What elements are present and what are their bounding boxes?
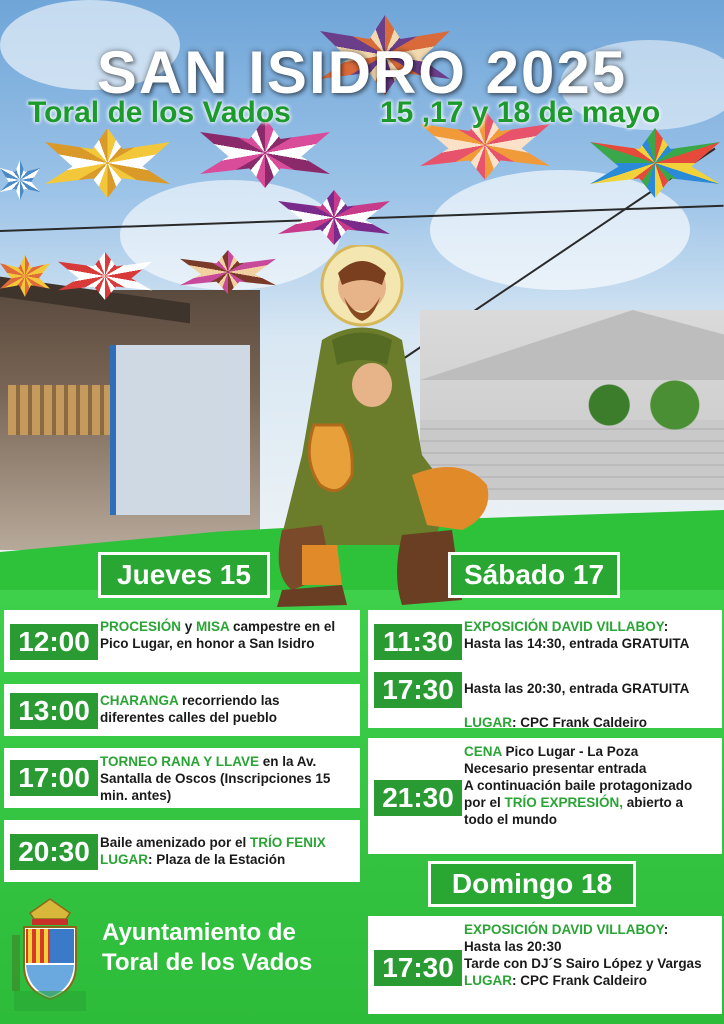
- event-card: [4, 820, 360, 882]
- event-time: 13:00: [10, 693, 98, 729]
- event-time: 17:30: [374, 950, 462, 986]
- event-description: PROCESIÓN y MISA campestre en el Pico Lugar, en honor a San Isidro: [100, 619, 336, 651]
- day-header-sunday: Domingo 18: [428, 861, 636, 907]
- event-card: [4, 748, 360, 808]
- event-card: [368, 738, 722, 854]
- event-description: EXPOSICIÓN DAVID VILLABOY: Hasta las 14:30, entrada GRATUITA: [464, 619, 690, 651]
- event-card: [4, 684, 360, 736]
- event-time: 21:30: [374, 780, 462, 816]
- event-card: [4, 610, 360, 672]
- event-description: CENA Pico Lugar - La Poza Necesario presentar entrada A continuación baile protagonizado por el TRÍO EXPRESIÓN, abierto a todo el mundo: [464, 744, 693, 827]
- event-description: TORNEO RANA Y LLAVE en la Av. Santalla de Oscos (Inscripciones 15 min. antes): [100, 754, 331, 803]
- coat-of-arms-icon: [10, 895, 90, 1015]
- dates-subtitle: 15 ,17 y 18 de mayo: [380, 96, 661, 129]
- event-description: Baile amenizado por el TRÍO FENIX LUGAR: Plaza de la Estación: [100, 835, 326, 867]
- page-title: SAN ISIDRO 2025: [96, 39, 628, 106]
- event-time: 20:30: [10, 834, 98, 870]
- place-subtitle: Toral de los Vados: [28, 96, 291, 129]
- event-time: 17:00: [10, 760, 98, 796]
- day-header-thursday: Jueves 15: [98, 552, 270, 598]
- umbrella-decoration-icon: [45, 128, 170, 198]
- umbrella-decoration-icon: [0, 160, 40, 200]
- trees: [560, 380, 724, 430]
- municipality-name: Ayuntamiento de Toral de los Vados: [102, 919, 313, 976]
- event-time: 11:30: [374, 624, 462, 660]
- event-card: [368, 916, 722, 1014]
- event-description: EXPOSICIÓN DAVID VILLABOY: Hasta las 20:30 Tarde con DJ´S Sairo López y Vargas LUGAR: CPC Frank Caldeiro: [464, 922, 702, 988]
- event-description: Hasta las 20:30, entrada GRATUITA LUGAR: CPC Frank Caldeiro: [464, 681, 690, 730]
- event-card: [368, 610, 722, 728]
- event-time: 17:30: [374, 672, 462, 708]
- house-blue: [110, 345, 250, 515]
- day-header-saturday: Sábado 17: [448, 552, 620, 598]
- event-description: CHARANGA recorriendo las diferentes calles del pueblo: [100, 693, 280, 725]
- event-time: 12:00: [10, 624, 98, 660]
